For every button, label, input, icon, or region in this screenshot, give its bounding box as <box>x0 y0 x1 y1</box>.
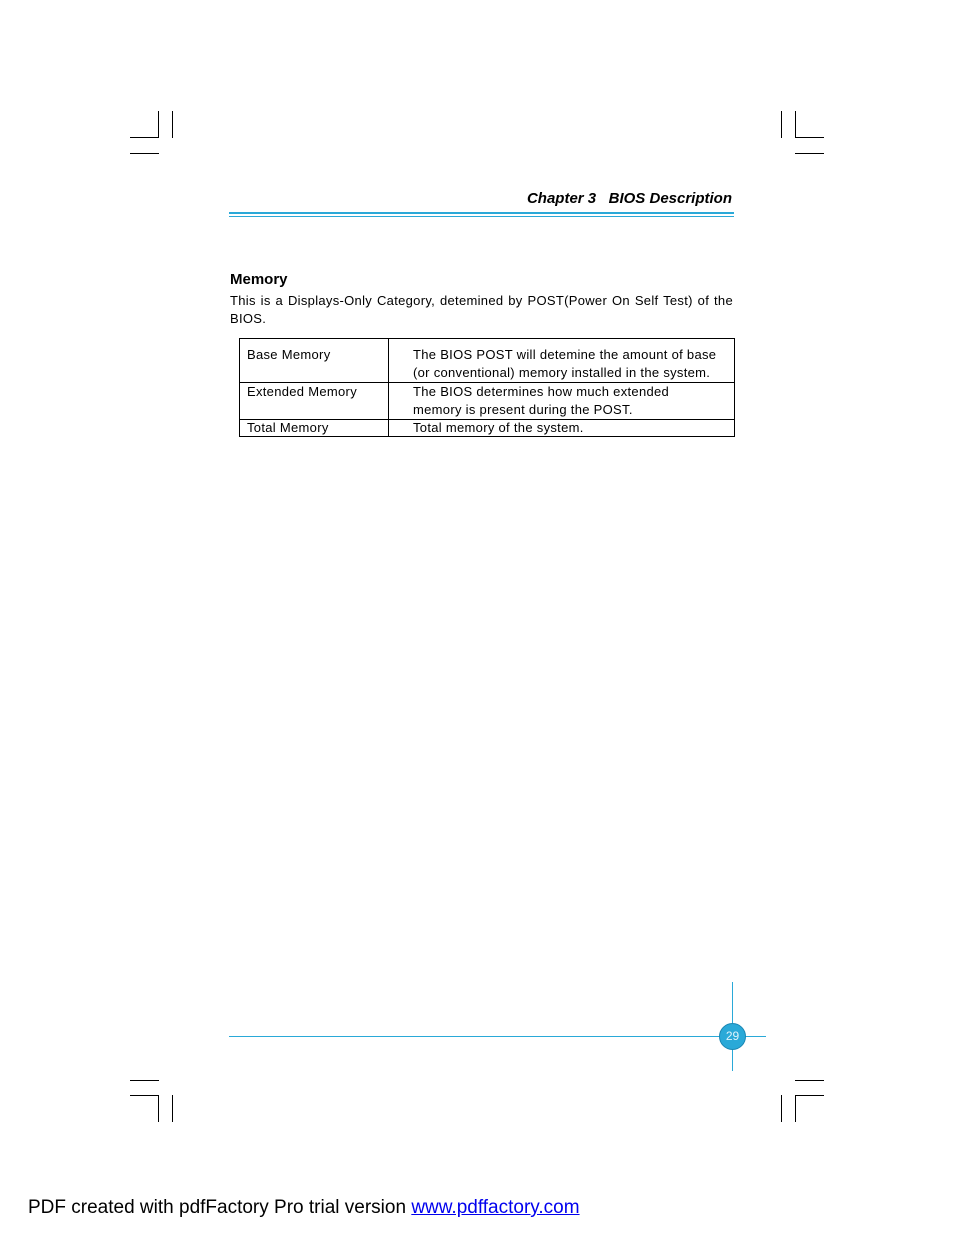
table-row <box>240 339 735 383</box>
footer-rule <box>229 1036 766 1037</box>
row-description: The BIOS POST will detemine the amount of base (or conventional) memory installed in the system. <box>413 347 717 380</box>
pdffactory-link[interactable]: www.pdffactory.com <box>411 1197 580 1218</box>
chapter-header: Chapter 3 BIOS Description <box>526 190 732 207</box>
row-label: Base Memory <box>240 339 389 383</box>
table-row <box>240 383 735 420</box>
row-description: The BIOS determines how much extended memory is present during the POST. <box>389 383 735 420</box>
section-intro: This is a Displays-Only Category, detemined by POST(Power On Self Test) of the BIOS. <box>230 293 733 326</box>
page-marker-line-bottom <box>732 1049 733 1071</box>
section-title: Memory <box>230 271 288 288</box>
row-description: Total memory of the system. <box>389 420 735 437</box>
memory-table <box>239 338 735 437</box>
page-number: 29 <box>719 1023 746 1050</box>
row-label: Extended Memory <box>240 383 389 420</box>
page-marker-line-top <box>732 982 733 1023</box>
pdf-creator-note: PDF created with pdfFactory Pro trial version www.pdffactory.com <box>28 1197 580 1218</box>
table-row <box>240 420 735 437</box>
row-label: Total Memory <box>240 420 389 437</box>
